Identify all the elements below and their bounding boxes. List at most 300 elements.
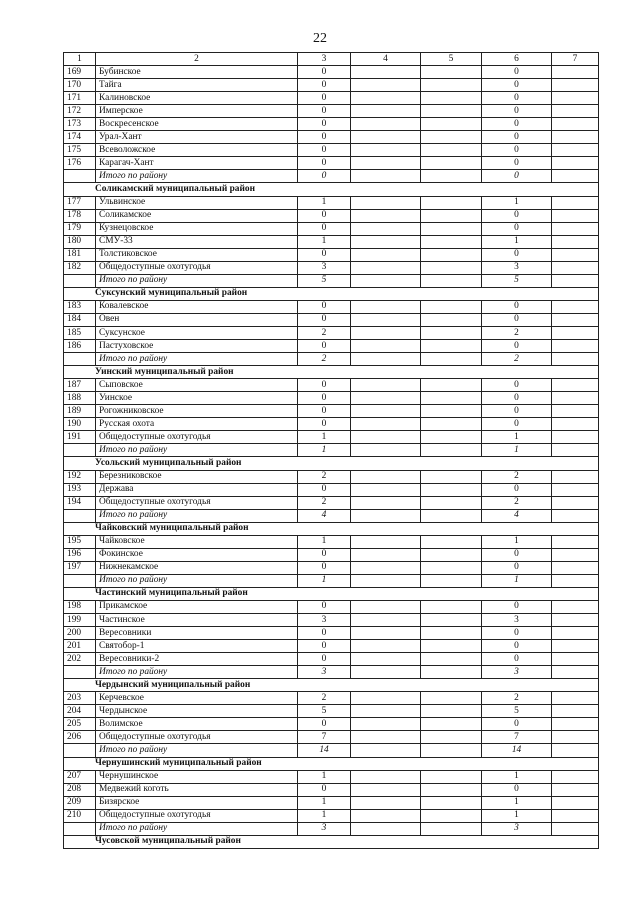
table-row (64, 535, 599, 548)
value-col6: 0 (482, 783, 552, 796)
row-number: 185 (64, 326, 96, 339)
total-col4 (351, 170, 421, 183)
section-title: Чердынский муниципальный район (64, 679, 599, 692)
value-col4 (351, 548, 421, 561)
value-col4 (351, 705, 421, 718)
total-col7 (552, 444, 599, 457)
row-number: 171 (64, 92, 96, 105)
value-col3: 1 (298, 809, 351, 822)
table-row (64, 235, 599, 248)
row-number: 187 (64, 379, 96, 392)
total-row (64, 274, 599, 287)
total-col5 (421, 666, 482, 679)
value-col6: 0 (482, 340, 552, 353)
ground-name: Сыповское (96, 379, 298, 392)
value-col4 (351, 614, 421, 627)
value-col6: 1 (482, 796, 552, 809)
total-col5 (421, 509, 482, 522)
total-col7 (552, 353, 599, 366)
value-col5 (421, 300, 482, 313)
table-row (64, 561, 599, 574)
total-col4 (351, 666, 421, 679)
total-col6: 14 (482, 744, 552, 757)
value-col7 (552, 131, 599, 144)
value-col6: 1 (482, 770, 552, 783)
total-row (64, 353, 599, 366)
ground-name: Соликамское (96, 209, 298, 222)
ground-name: Уинское (96, 392, 298, 405)
total-col6: 1 (482, 574, 552, 587)
ground-name: Рогожниковское (96, 405, 298, 418)
table-row (64, 600, 599, 613)
value-col7 (552, 496, 599, 509)
value-col7 (552, 535, 599, 548)
table-row (64, 470, 599, 483)
table-row (64, 92, 599, 105)
value-col7 (552, 379, 599, 392)
value-col6: 0 (482, 131, 552, 144)
total-label: Итого по району (96, 170, 298, 183)
value-col6: 0 (482, 92, 552, 105)
value-col4 (351, 731, 421, 744)
row-number: 188 (64, 392, 96, 405)
value-col4 (351, 105, 421, 118)
value-col3: 0 (298, 79, 351, 92)
value-col6: 2 (482, 470, 552, 483)
value-col7 (552, 196, 599, 209)
total-row (64, 444, 599, 457)
table-row (64, 405, 599, 418)
value-col3: 0 (298, 313, 351, 326)
total-number-cell (64, 744, 96, 757)
row-number: 191 (64, 431, 96, 444)
value-col5 (421, 535, 482, 548)
ground-name: СМУ-33 (96, 235, 298, 248)
page-number: 22 (313, 31, 327, 46)
value-col3: 7 (298, 731, 351, 744)
value-col5 (421, 470, 482, 483)
value-col3: 1 (298, 235, 351, 248)
value-col6: 5 (482, 705, 552, 718)
value-col4 (351, 796, 421, 809)
value-col7 (552, 640, 599, 653)
total-number-cell (64, 574, 96, 587)
value-col6: 0 (482, 313, 552, 326)
value-col7 (552, 431, 599, 444)
ground-name: Толстиковское (96, 248, 298, 261)
ground-name: Общедоступные охотугодья (96, 261, 298, 274)
value-col3: 2 (298, 496, 351, 509)
value-col7 (552, 692, 599, 705)
value-col5 (421, 118, 482, 131)
ground-name: Чердынское (96, 705, 298, 718)
row-number: 196 (64, 548, 96, 561)
table-row (64, 144, 599, 157)
value-col7 (552, 731, 599, 744)
row-number: 169 (64, 66, 96, 79)
total-label: Итого по району (96, 822, 298, 835)
table-row (64, 692, 599, 705)
value-col3: 2 (298, 470, 351, 483)
value-col3: 1 (298, 431, 351, 444)
value-col6: 0 (482, 118, 552, 131)
value-col6: 3 (482, 614, 552, 627)
row-number: 182 (64, 261, 96, 274)
header-cell: 3 (298, 53, 351, 66)
value-col6: 0 (482, 157, 552, 170)
ground-name: Общедоступные охотугодья (96, 496, 298, 509)
value-col7 (552, 105, 599, 118)
value-col7 (552, 418, 599, 431)
value-col5 (421, 809, 482, 822)
value-col7 (552, 261, 599, 274)
total-col4 (351, 744, 421, 757)
total-number-cell (64, 170, 96, 183)
value-col3: 2 (298, 326, 351, 339)
value-col7 (552, 157, 599, 170)
table-row (64, 248, 599, 261)
section-title: Чернушинский муниципальный район (64, 757, 599, 770)
table-row (64, 261, 599, 274)
row-number: 186 (64, 340, 96, 353)
table-row (64, 131, 599, 144)
section-row (64, 287, 599, 300)
value-col6: 0 (482, 483, 552, 496)
value-col5 (421, 222, 482, 235)
value-col4 (351, 496, 421, 509)
value-col3: 0 (298, 66, 351, 79)
value-col3: 0 (298, 131, 351, 144)
row-number: 195 (64, 535, 96, 548)
value-col6: 3 (482, 261, 552, 274)
total-col4 (351, 822, 421, 835)
value-col4 (351, 222, 421, 235)
value-col6: 1 (482, 809, 552, 822)
ground-name: Керчевское (96, 692, 298, 705)
row-number: 194 (64, 496, 96, 509)
value-col6: 0 (482, 105, 552, 118)
value-col4 (351, 92, 421, 105)
value-col5 (421, 627, 482, 640)
value-col3: 0 (298, 379, 351, 392)
value-col7 (552, 614, 599, 627)
value-col6: 0 (482, 405, 552, 418)
value-col3: 5 (298, 705, 351, 718)
value-col6: 0 (482, 144, 552, 157)
value-col6: 0 (482, 379, 552, 392)
value-col3: 0 (298, 92, 351, 105)
section-row (64, 522, 599, 535)
value-col7 (552, 248, 599, 261)
row-number: 197 (64, 561, 96, 574)
value-col7 (552, 600, 599, 613)
table-row (64, 196, 599, 209)
value-col5 (421, 392, 482, 405)
ground-name: Фокинское (96, 548, 298, 561)
row-number: 199 (64, 614, 96, 627)
ground-name: Вересовники-2 (96, 653, 298, 666)
value-col4 (351, 196, 421, 209)
ground-name: Волимское (96, 718, 298, 731)
table-row (64, 796, 599, 809)
value-col6: 0 (482, 653, 552, 666)
value-col3: 0 (298, 627, 351, 640)
total-col5 (421, 444, 482, 457)
ground-name: Овен (96, 313, 298, 326)
table-row (64, 809, 599, 822)
header-cell: 2 (96, 53, 298, 66)
value-col5 (421, 653, 482, 666)
value-col6: 0 (482, 640, 552, 653)
total-number-cell (64, 444, 96, 457)
table-row (64, 614, 599, 627)
value-col7 (552, 235, 599, 248)
value-col4 (351, 66, 421, 79)
ground-name: Калиновское (96, 92, 298, 105)
ground-name: Чайковское (96, 535, 298, 548)
total-col6: 3 (482, 822, 552, 835)
value-col7 (552, 470, 599, 483)
value-col3: 0 (298, 483, 351, 496)
total-row (64, 744, 599, 757)
table-row (64, 392, 599, 405)
value-col4 (351, 718, 421, 731)
value-col3: 3 (298, 261, 351, 274)
table-row (64, 157, 599, 170)
row-number: 170 (64, 79, 96, 92)
value-col4 (351, 340, 421, 353)
ground-name: Бубинское (96, 66, 298, 79)
value-col7 (552, 66, 599, 79)
ground-name: Карагач-Хант (96, 157, 298, 170)
total-col7 (552, 744, 599, 757)
total-label: Итого по району (96, 666, 298, 679)
value-col5 (421, 418, 482, 431)
value-col4 (351, 313, 421, 326)
total-col4 (351, 574, 421, 587)
row-number: 190 (64, 418, 96, 431)
total-col4 (351, 509, 421, 522)
ground-name: Ульвинское (96, 196, 298, 209)
value-col5 (421, 705, 482, 718)
value-col6: 0 (482, 79, 552, 92)
value-col5 (421, 614, 482, 627)
section-title: Частинский муниципальный район (64, 587, 599, 600)
total-col5 (421, 822, 482, 835)
ground-name: Кузнецовское (96, 222, 298, 235)
value-col5 (421, 66, 482, 79)
table-row (64, 79, 599, 92)
value-col3: 0 (298, 783, 351, 796)
table-row (64, 770, 599, 783)
total-col7 (552, 574, 599, 587)
table-row (64, 653, 599, 666)
value-col7 (552, 313, 599, 326)
row-number: 210 (64, 809, 96, 822)
section-row (64, 757, 599, 770)
value-col6: 1 (482, 431, 552, 444)
value-col5 (421, 496, 482, 509)
ground-name: Общедоступные охотугодья (96, 731, 298, 744)
value-col5 (421, 261, 482, 274)
value-col4 (351, 392, 421, 405)
table-row (64, 483, 599, 496)
value-col5 (421, 405, 482, 418)
total-number-cell (64, 274, 96, 287)
table-row (64, 640, 599, 653)
value-col7 (552, 809, 599, 822)
section-title: Суксунский муниципальный район (64, 287, 599, 300)
ground-name: Держава (96, 483, 298, 496)
value-col3: 0 (298, 248, 351, 261)
value-col6: 0 (482, 418, 552, 431)
value-col3: 0 (298, 118, 351, 131)
value-col3: 1 (298, 796, 351, 809)
header-cell: 4 (351, 53, 421, 66)
section-row (64, 679, 599, 692)
value-col7 (552, 144, 599, 157)
row-number: 179 (64, 222, 96, 235)
value-col4 (351, 770, 421, 783)
value-col5 (421, 157, 482, 170)
row-number: 180 (64, 235, 96, 248)
value-col4 (351, 431, 421, 444)
row-number: 207 (64, 770, 96, 783)
value-col5 (421, 131, 482, 144)
table-row (64, 66, 599, 79)
value-col5 (421, 600, 482, 613)
value-col6: 1 (482, 196, 552, 209)
total-col3: 4 (298, 509, 351, 522)
total-col7 (552, 170, 599, 183)
table-row (64, 313, 599, 326)
value-col5 (421, 379, 482, 392)
value-col3: 0 (298, 418, 351, 431)
value-col3: 1 (298, 196, 351, 209)
value-col4 (351, 405, 421, 418)
row-number: 193 (64, 483, 96, 496)
row-number: 208 (64, 783, 96, 796)
ground-name: Медвежий коготь (96, 783, 298, 796)
value-col6: 0 (482, 66, 552, 79)
row-number: 175 (64, 144, 96, 157)
ground-name: Суксунское (96, 326, 298, 339)
value-col7 (552, 705, 599, 718)
value-col5 (421, 692, 482, 705)
value-col3: 0 (298, 640, 351, 653)
value-col7 (552, 718, 599, 731)
value-col6: 7 (482, 731, 552, 744)
value-col5 (421, 248, 482, 261)
row-number: 209 (64, 796, 96, 809)
table-row (64, 431, 599, 444)
value-col5 (421, 718, 482, 731)
ground-name: Прикамское (96, 600, 298, 613)
section-row (64, 835, 599, 848)
value-col6: 0 (482, 300, 552, 313)
row-number: 178 (64, 209, 96, 222)
table-row (64, 718, 599, 731)
value-col4 (351, 418, 421, 431)
total-label: Итого по району (96, 509, 298, 522)
total-col4 (351, 274, 421, 287)
value-col7 (552, 300, 599, 313)
total-col5 (421, 353, 482, 366)
value-col4 (351, 627, 421, 640)
value-col7 (552, 561, 599, 574)
value-col5 (421, 548, 482, 561)
value-col4 (351, 300, 421, 313)
value-col5 (421, 313, 482, 326)
value-col4 (351, 692, 421, 705)
ground-name: Общедоступные охотугодья (96, 431, 298, 444)
total-col7 (552, 822, 599, 835)
value-col7 (552, 627, 599, 640)
value-col7 (552, 548, 599, 561)
section-row (64, 366, 599, 379)
total-row (64, 509, 599, 522)
ground-name: Ковалевское (96, 300, 298, 313)
row-number: 176 (64, 157, 96, 170)
total-label: Итого по району (96, 353, 298, 366)
table-row (64, 340, 599, 353)
value-col3: 0 (298, 392, 351, 405)
total-number-cell (64, 353, 96, 366)
value-col5 (421, 144, 482, 157)
value-col7 (552, 392, 599, 405)
value-col7 (552, 118, 599, 131)
value-col4 (351, 809, 421, 822)
value-col3: 2 (298, 692, 351, 705)
value-col5 (421, 79, 482, 92)
total-col3: 3 (298, 666, 351, 679)
value-col4 (351, 79, 421, 92)
value-col4 (351, 131, 421, 144)
table-row (64, 783, 599, 796)
value-col5 (421, 483, 482, 496)
row-number: 200 (64, 627, 96, 640)
row-number: 198 (64, 600, 96, 613)
total-col3: 3 (298, 822, 351, 835)
value-col6: 0 (482, 209, 552, 222)
value-col3: 0 (298, 144, 351, 157)
row-number: 174 (64, 131, 96, 144)
row-number: 177 (64, 196, 96, 209)
total-row (64, 574, 599, 587)
value-col3: 0 (298, 209, 351, 222)
total-label: Итого по району (96, 444, 298, 457)
total-col6: 5 (482, 274, 552, 287)
value-col5 (421, 731, 482, 744)
header-row (64, 53, 599, 66)
value-col5 (421, 431, 482, 444)
value-col7 (552, 222, 599, 235)
value-col7 (552, 770, 599, 783)
value-col4 (351, 326, 421, 339)
total-col3: 14 (298, 744, 351, 757)
value-col3: 0 (298, 157, 351, 170)
value-col7 (552, 340, 599, 353)
value-col4 (351, 157, 421, 170)
table-row (64, 496, 599, 509)
value-col4 (351, 561, 421, 574)
section-title: Соликамский муниципальный район (64, 183, 599, 196)
value-col7 (552, 783, 599, 796)
section-row (64, 183, 599, 196)
value-col4 (351, 535, 421, 548)
value-col6: 0 (482, 600, 552, 613)
header-cell: 7 (552, 53, 599, 66)
